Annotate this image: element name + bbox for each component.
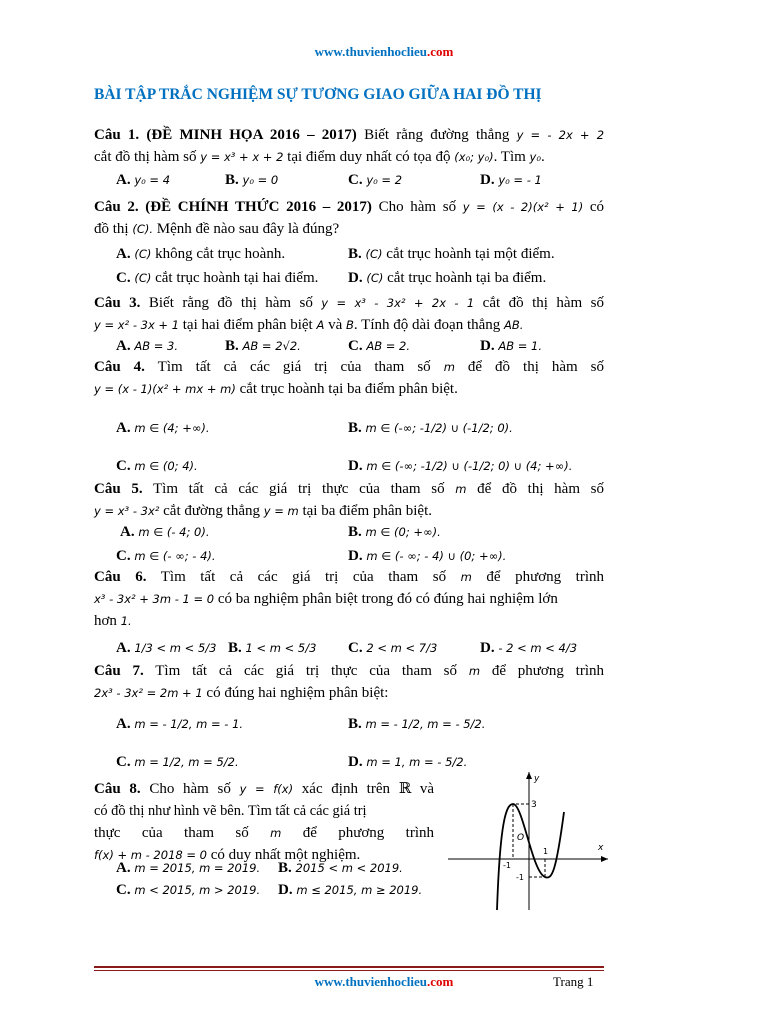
q8-option-b[interactable]: B. 2015 < m < 2019. bbox=[278, 860, 403, 876]
q2-option-b[interactable]: B. (C) cắt trục hoành tại một điểm. bbox=[348, 246, 555, 262]
header-site-link[interactable]: www.thuvienhoclieu.com bbox=[314, 44, 454, 59]
function-graph bbox=[448, 772, 608, 912]
footer-site-link[interactable]: www.thuvienhoclieu.com bbox=[314, 974, 454, 989]
y-tick-3: 3 bbox=[531, 800, 537, 810]
q6-option-a[interactable]: A. 1/3 < m < 5/3 bbox=[116, 640, 217, 656]
q2-option-a[interactable]: A. (C) không cắt trục hoành. bbox=[116, 246, 286, 262]
q5-option-a[interactable]: A. m ∈ (- 4; 0). bbox=[120, 524, 210, 540]
q7-option-d[interactable]: D. m = 1, m = - 5/2. bbox=[348, 754, 468, 770]
question-1: Câu 1. (ĐỀ MINH HỌA 2016 – 2017) Biết rằng đường thẳng y = - 2x + 2 cắt đồ thị hàm số y = x³ + x + 2 tại điểm duy nhất có tọa độ (x₀; y₀). Tìm y₀. bbox=[94, 127, 605, 165]
x-tick-neg1: -1 bbox=[503, 861, 511, 870]
origin-label: O bbox=[517, 833, 525, 843]
y-tick-neg1: -1 bbox=[516, 873, 524, 882]
q3-option-b[interactable]: B. AB = 2√2. bbox=[225, 338, 301, 354]
q3-option-a[interactable]: A. AB = 3. bbox=[116, 338, 179, 354]
q8-option-c[interactable]: C. m < 2015, m > 2019. bbox=[116, 882, 261, 898]
q3-option-c[interactable]: C. AB = 2. bbox=[348, 338, 411, 354]
q8-option-a[interactable]: A. m = 2015, m = 2019. bbox=[116, 860, 261, 876]
x-axis-arrow bbox=[601, 856, 608, 862]
q5-option-d[interactable]: D. m ∈ (- ∞; - 4) ∪ (0; +∞). bbox=[348, 548, 507, 564]
question-8: Câu 8. Cho hàm số y = f(x) xác định trên ℝ và có đồ thị như hình vẽ bên. Tìm tất cả các giá trị thực của tham số m để phương trình f(x) + m - 2018 = 0 có duy nhất một nghiệm. bbox=[94, 781, 435, 863]
q7-option-a[interactable]: A. m = - 1/2, m = - 1. bbox=[116, 716, 244, 732]
q1-option-b[interactable]: B. y₀ = 0 bbox=[225, 172, 279, 188]
page-number: Trang 1 bbox=[553, 974, 594, 989]
q7-option-b[interactable]: B. m = - 1/2, m = - 5/2. bbox=[348, 716, 486, 732]
q8-option-d[interactable]: D. m ≤ 2015, m ≥ 2019. bbox=[278, 882, 423, 898]
q2-option-c[interactable]: C. (C) cắt trục hoành tại hai điểm. bbox=[116, 270, 319, 286]
footer-rule-thin bbox=[94, 970, 604, 971]
question-5: Câu 5. Tìm tất cả các giá trị thực của tham số m để đồ thị hàm số y = x³ - 3x² cắt đường thẳng y = m tại ba điểm phân biệt. bbox=[94, 481, 604, 519]
q1-option-c[interactable]: C. y₀ = 2 bbox=[348, 172, 403, 188]
q4-option-c[interactable]: C. m ∈ (0; 4). bbox=[116, 458, 198, 474]
q1-option-a[interactable]: A. y₀ = 4 bbox=[116, 172, 171, 188]
q3-option-d[interactable]: D. AB = 1. bbox=[480, 338, 543, 354]
q7-option-c[interactable]: C. m = 1/2, m = 5/2. bbox=[116, 754, 239, 770]
q5-option-b[interactable]: B. m ∈ (0; +∞). bbox=[348, 524, 441, 540]
q4-option-d[interactable]: D. m ∈ (-∞; -1/2) ∪ (-1/2; 0) ∪ (4; +∞). bbox=[348, 458, 573, 474]
q1-option-d[interactable]: D. y₀ = - 1 bbox=[480, 172, 542, 188]
function-curve bbox=[497, 804, 564, 910]
q4-option-a[interactable]: A. m ∈ (4; +∞). bbox=[116, 420, 210, 436]
question-7: Câu 7. Tìm tất cả các giá trị thực của tham số m để phương trình 2x³ - 3x² = 2m + 1 có đúng hai nghiệm phân biệt: bbox=[94, 663, 604, 701]
q6-option-b[interactable]: B. 1 < m < 5/3 bbox=[228, 640, 317, 656]
q5-option-c[interactable]: C. m ∈ (- ∞; - 4). bbox=[116, 548, 216, 564]
question-4: Câu 4. Tìm tất cả các giá trị của tham số m để đồ thị hàm số y = (x - 1)(x² + mx + m) cắt trục hoành tại ba điểm phân biệt. bbox=[94, 359, 605, 397]
q6-option-d[interactable]: D. - 2 < m < 4/3 bbox=[480, 640, 578, 656]
x-tick-1: 1 bbox=[543, 847, 549, 856]
question-3: Câu 3. Biết rằng đồ thị hàm số y = x³ - 3x² + 2x - 1 cắt đồ thị hàm số y = x² - 3x + 1 tại hai điểm phân biệt A và B. Tính độ dài đoạn thẳng AB. bbox=[94, 295, 605, 333]
footer-rule bbox=[94, 966, 604, 968]
q2-option-d[interactable]: D. (C) cắt trục hoành tại ba điểm. bbox=[348, 270, 547, 286]
question-6: Câu 6. Tìm tất cả các giá trị của tham số m để phương trình x³ - 3x² + 3m - 1 = 0 có ba nghiệm phân biệt trong đó có đúng hai nghiệm lớn hơn 1. bbox=[94, 569, 605, 629]
q6-option-c[interactable]: C. 2 < m < 7/3 bbox=[348, 640, 438, 656]
page-title: BÀI TẬP TRẮC NGHIỆM SỰ TƯƠNG GIAO GIỮA HAI ĐỒ THỊ bbox=[94, 86, 542, 103]
question-2: Câu 2. (ĐỀ CHÍNH THỨC 2016 – 2017) Cho hàm số y = (x - 2)(x² + 1) có đồ thị (C). Mệnh đề nào sau đây là đúng? bbox=[94, 199, 605, 237]
q4-option-b[interactable]: B. m ∈ (-∞; -1/2) ∪ (-1/2; 0). bbox=[348, 420, 513, 436]
y-axis-arrow bbox=[526, 772, 532, 779]
x-axis-label: x bbox=[598, 843, 604, 853]
y-axis-label: y bbox=[534, 774, 540, 784]
